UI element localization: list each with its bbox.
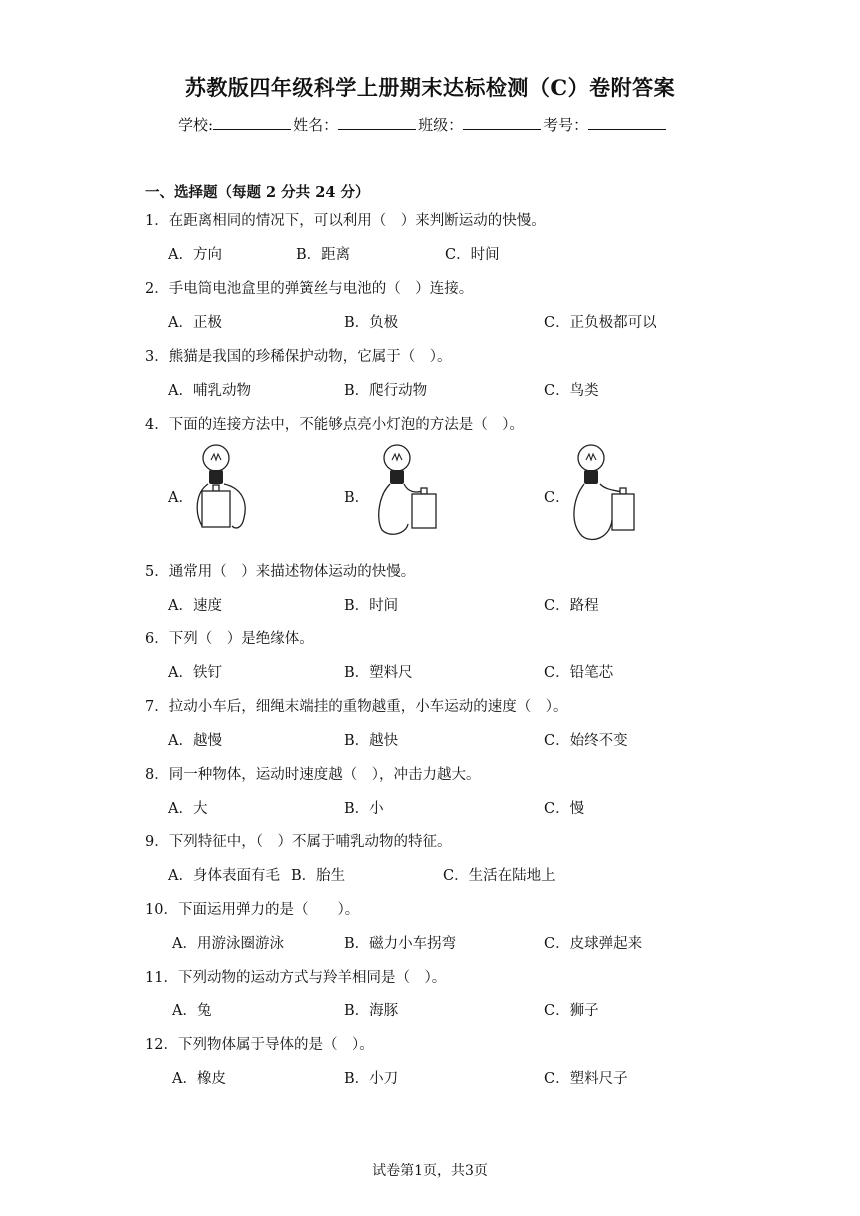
- circuit-figure-b: [370, 440, 450, 540]
- q1-option-b[interactable]: B．距离: [296, 247, 351, 263]
- q7-option-c[interactable]: C．始终不变: [544, 733, 628, 749]
- q6-option-c[interactable]: C．铅笔芯: [544, 665, 614, 681]
- class-label: 班级：: [418, 116, 464, 134]
- school-label: 学校:: [178, 116, 214, 134]
- question-10: 10．下面运用弹力的是（ ）。: [145, 902, 360, 918]
- class-blank[interactable]: [463, 115, 541, 130]
- question-5: 5．通常用（ ）来描述物体运动的快慢。: [145, 564, 416, 580]
- q2-option-a[interactable]: A．正极: [168, 315, 222, 331]
- q8-option-a[interactable]: A．大: [168, 801, 208, 817]
- name-blank[interactable]: [338, 115, 416, 130]
- q12-option-b[interactable]: B．小刀: [344, 1071, 399, 1087]
- exam-number-blank[interactable]: [588, 115, 666, 130]
- q10-option-a[interactable]: A．用游泳圈游泳: [172, 936, 284, 952]
- q4-option-a[interactable]: A．: [168, 490, 193, 506]
- q12-option-a[interactable]: A．橡皮: [172, 1071, 226, 1087]
- q1-option-c[interactable]: C．时间: [445, 247, 500, 263]
- question-2: 2．手电筒电池盒里的弹簧丝与电池的（ ）连接。: [145, 281, 474, 297]
- question-6: 6．下列（ ）是绝缘体。: [145, 631, 314, 647]
- q6-option-a[interactable]: A．铁钉: [168, 665, 222, 681]
- q6-option-b[interactable]: B．塑料尺: [344, 665, 413, 681]
- q8-option-c[interactable]: C．慢: [544, 801, 585, 817]
- circuit-figure-c: [566, 440, 656, 550]
- student-info-line: [178, 114, 668, 135]
- q1-option-a[interactable]: A．方向: [168, 247, 222, 263]
- q5-option-c[interactable]: C．路程: [544, 598, 599, 614]
- question-11: 11．下列动物的运动方式与羚羊相同是（ ）。: [145, 970, 447, 986]
- q4-option-b[interactable]: B．: [344, 490, 370, 506]
- question-3: 3．熊猫是我国的珍稀保护动物，它属于（ ）。: [145, 349, 452, 365]
- q3-option-c[interactable]: C．鸟类: [544, 383, 599, 399]
- q11-option-a[interactable]: A．兔: [172, 1003, 212, 1019]
- q3-option-b[interactable]: B．爬行动物: [344, 383, 428, 399]
- q11-option-b[interactable]: B．海豚: [344, 1003, 399, 1019]
- exam-title: 苏教版四年级科学上册期末达标检测（C）卷附答案: [184, 75, 676, 100]
- q12-option-c[interactable]: C．塑料尺子: [544, 1071, 628, 1087]
- school-blank[interactable]: [213, 115, 291, 130]
- section-title-choice: 一、选择题（每题 2 分共 24 分）: [145, 184, 370, 201]
- q9-option-c[interactable]: C．生活在陆地上: [443, 868, 556, 884]
- q9-option-b[interactable]: B．胎生: [291, 868, 346, 884]
- q2-option-c[interactable]: C．正负极都可以: [544, 315, 657, 331]
- q2-option-b[interactable]: B．负极: [344, 315, 399, 331]
- q7-option-b[interactable]: B．越快: [344, 733, 399, 749]
- page-footer: 试卷第1页，共3页: [372, 1163, 488, 1179]
- question-4: 4．下面的连接方法中，不能够点亮小灯泡的方法是（ ）。: [145, 417, 524, 433]
- q7-option-a[interactable]: A．越慢: [168, 733, 222, 749]
- question-1: 1．在距离相同的情况下，可以利用（ ）来判断运动的快慢。: [145, 213, 546, 229]
- circuit-figure-a: [186, 440, 266, 540]
- exam-number-label: 考号：: [543, 116, 589, 134]
- q10-option-b[interactable]: B．磁力小车拐弯: [344, 936, 457, 952]
- question-8: 8．同一种物体，运动时速度越（ ），冲击力越大。: [145, 767, 481, 783]
- q4-option-c[interactable]: C．: [544, 490, 570, 506]
- q10-option-c[interactable]: C．皮球弹起来: [544, 936, 643, 952]
- name-label: 姓名：: [293, 116, 339, 134]
- question-9: 9．下列特征中，（ ）不属于哺乳动物的特征。: [145, 834, 452, 850]
- q8-option-b[interactable]: B．小: [344, 801, 384, 817]
- q9-option-a[interactable]: A．身体表面有毛: [168, 868, 280, 884]
- question-12: 12．下列物体属于导体的是（ ）。: [145, 1037, 374, 1053]
- question-7: 7．拉动小车后，细绳末端挂的重物越重，小车运动的速度（ ）。: [145, 699, 568, 715]
- q5-option-a[interactable]: A．速度: [168, 598, 222, 614]
- q11-option-c[interactable]: C．狮子: [544, 1003, 599, 1019]
- q3-option-a[interactable]: A．哺乳动物: [168, 383, 251, 399]
- q5-option-b[interactable]: B．时间: [344, 598, 399, 614]
